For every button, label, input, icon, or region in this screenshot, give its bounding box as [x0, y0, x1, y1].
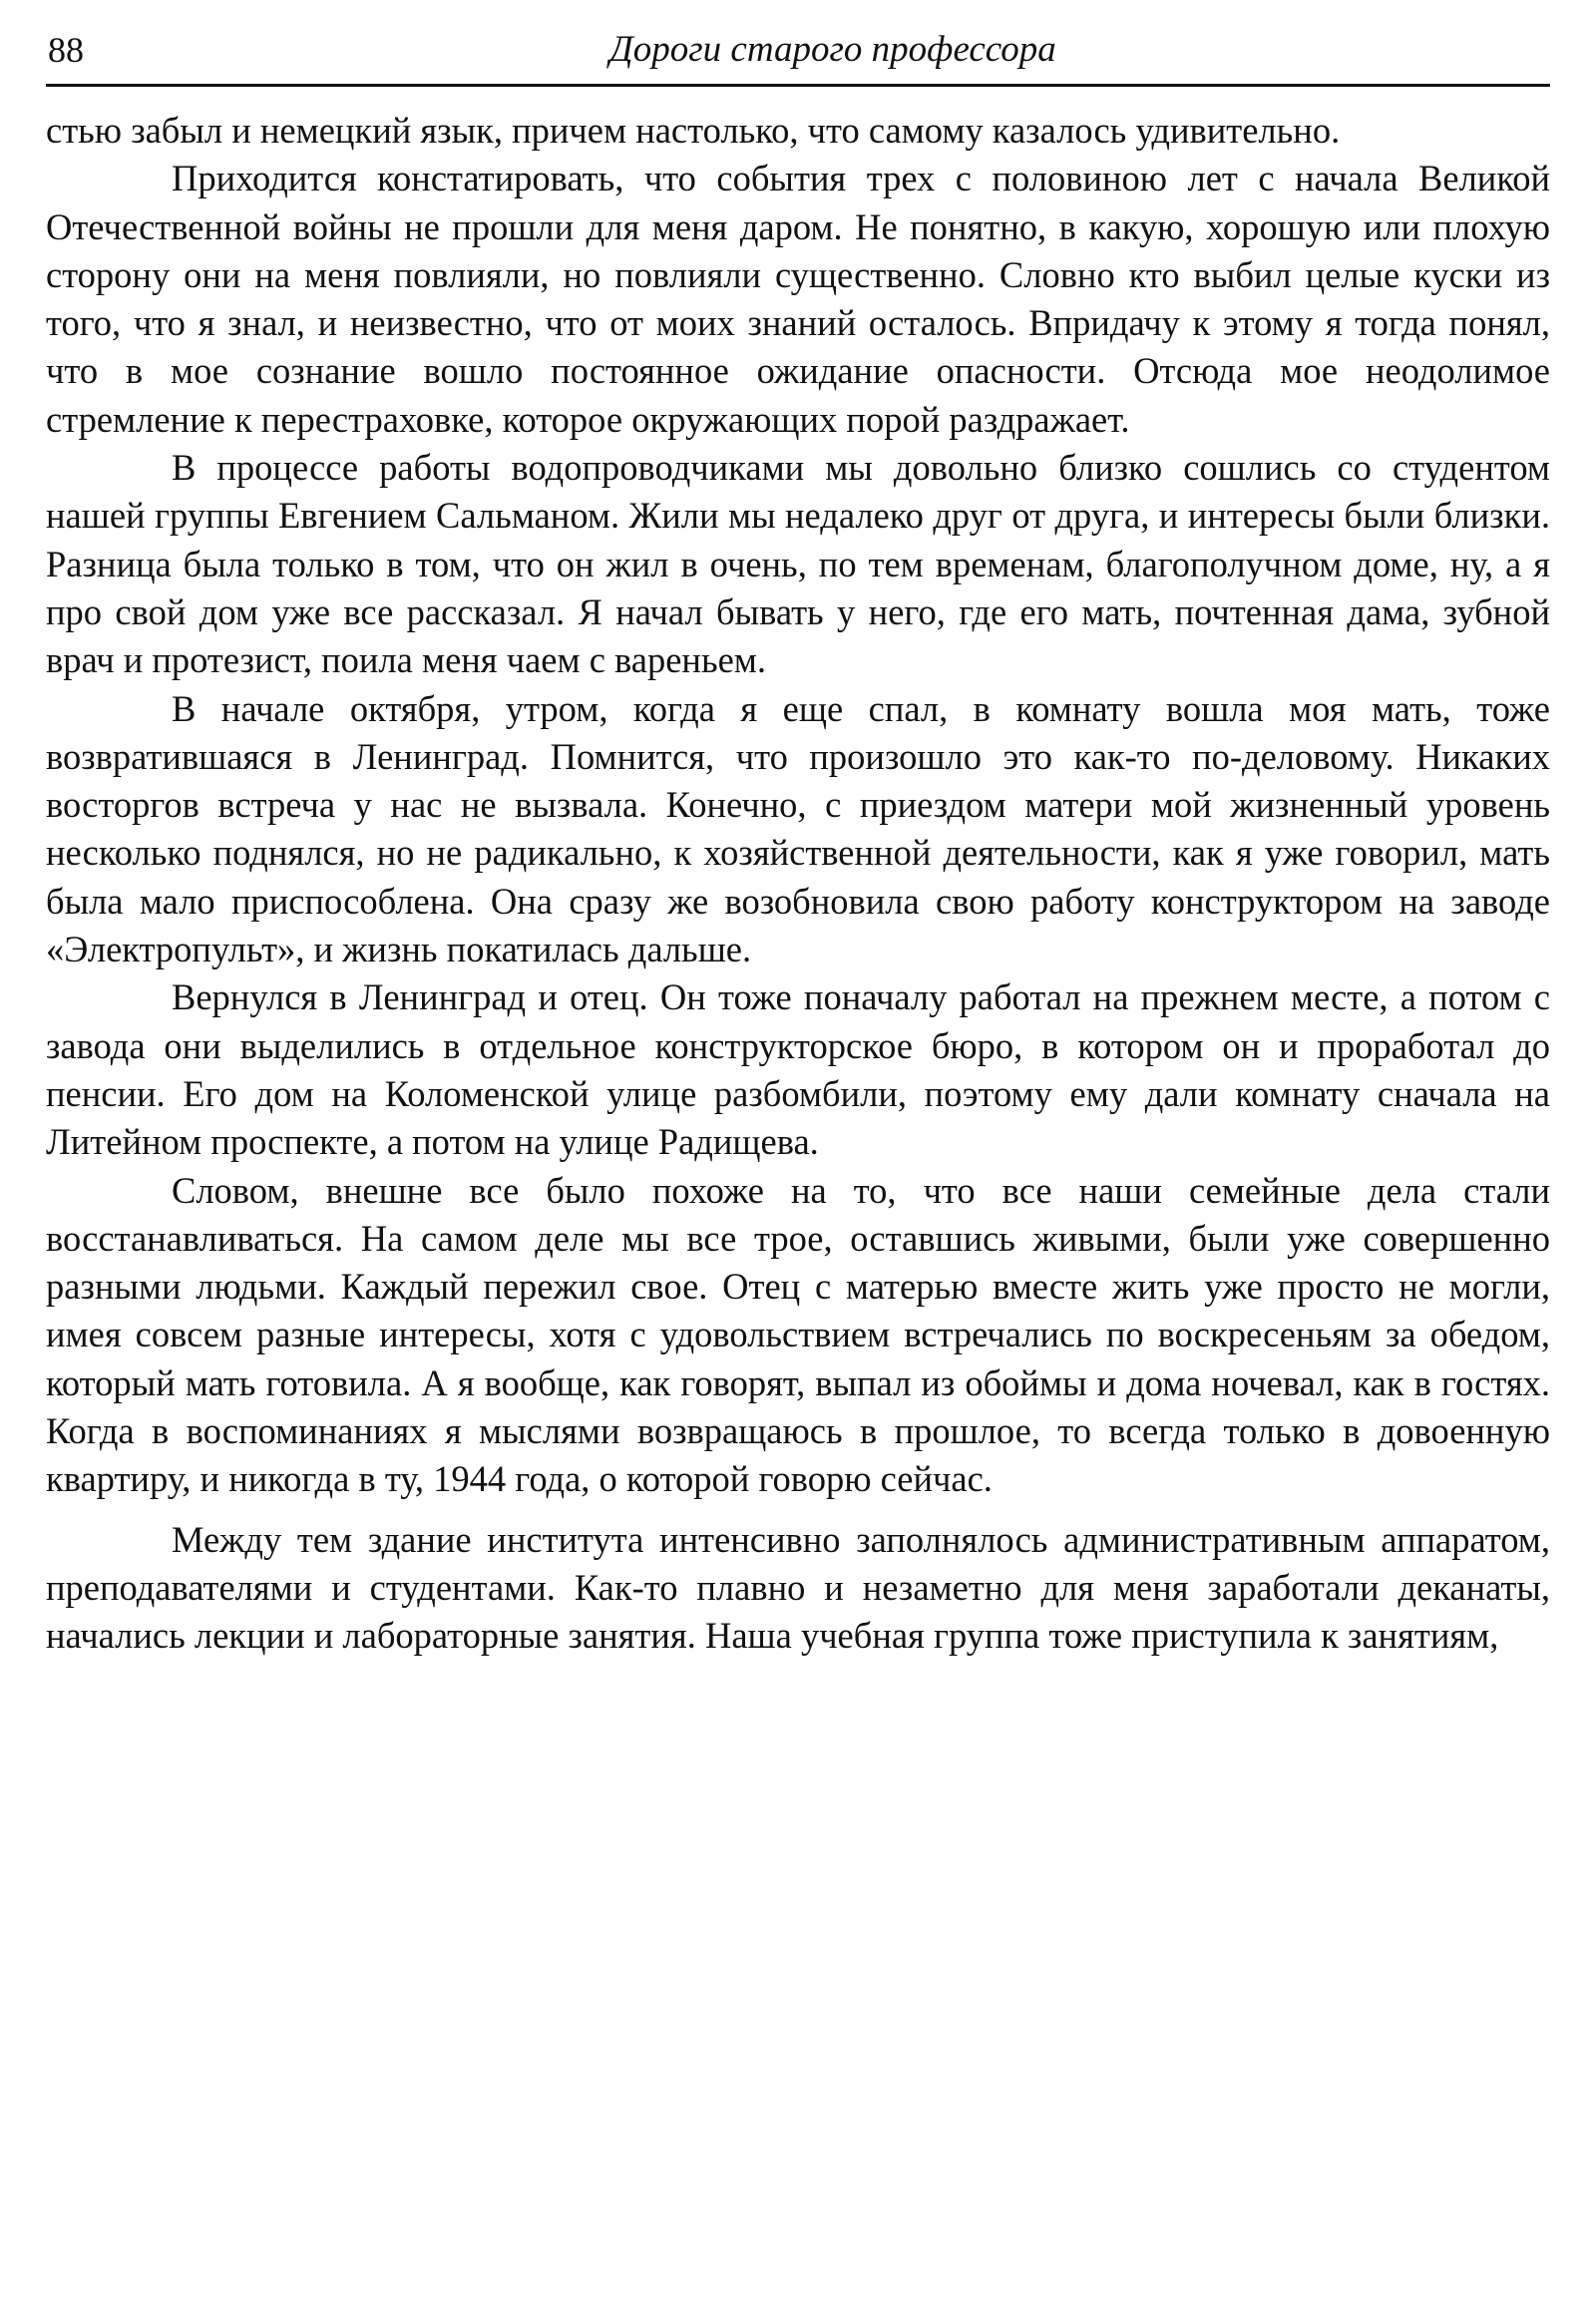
paragraph: Между тем здание института интенсивно заполнялось административным аппаратом, преподавателями и студентами. Как-то плавно и незаметно для меня заработали деканаты, начались лекции и лабораторные занятия. Наша учебная группа тоже приступила к занятиям, — [46, 1518, 1550, 1657]
paragraph: В процессе работы водопроводчиками мы довольно близко сошлись со студентом нашей группы Евгением Сальманом. Жили мы недалеко друг от друга, и интересы были близки. Разница была только в том, что он жил в очень, по тем временам, благополучном доме, ну, а я про свой дом уже все рассказал. Я начал бывать у него, где его мать, почтенная дама, зубной врач и протезист, поила меня чаем с вареньем. — [46, 447, 1550, 681]
body-text — [46, 107, 1550, 1661]
page-number: 88 — [48, 30, 84, 70]
book-page — [46, 26, 1550, 1661]
paragraph-continuation: стью забыл и немецкий язык, причем настолько, что самому казалось удивительно. — [46, 110, 1341, 151]
paragraph: Приходится констатировать, что события трех с половиною лет с начала Великой Отечественной войны не прошли для меня даром. Не понятно, в какую, хорошую или плохую сторону они на меня повлияли, но повлияли существенно. Словно кто выбил целые куски из того, что я знал, и неизвестно, что от моих знаний осталось. Впридачу к этому я тогда понял, что в мое сознание вошло постоянное ожидание опасности. Отсюда мое неодолимое стремление к перестраховке, которое окружающих порой раздражает. — [46, 158, 1550, 440]
paragraph: В начале октября, утром, когда я еще спал, в комнату вошла моя мать, тоже возвратившаяся в Ленинград. Помнится, что произошло это как-то по-деловому. Никаких восторгов встреча у нас не вызвала. Конечно, с приездом матери мой жизненный уровень несколько поднялся, но не радикально, к хозяйственной деятельности, как я уже говорил, мать была мало приспособлена. Она сразу же возобновила свою работу конструктором на заводе «Электропульт», и жизнь покатилась дальше. — [46, 687, 1550, 970]
paragraph: Вернулся в Ленинград и отец. Он тоже поначалу работал на прежнем месте, а потом с завода они выделились в отдельное конструкторское бюро, в котором он и проработал до пенсии. Его дом на Коломенской улице разбомбили, поэтому ему дали комнату сначала на Литейном проспекте, а потом на улице Радищева. — [46, 976, 1550, 1163]
page-header — [46, 26, 1550, 87]
paragraph: Словом, внешне все было похоже на то, что все наши семейные дела стали восстанавливаться. На самом деле мы все трое, оставшись живыми, были уже совершенно разными людьми. Каждый пережил свое. Отец с матерью вместе жить уже просто не могли, имея совсем разные интересы, хотя с удовольствием встречались по воскресеньям за обедом, который мать готовила. А я вообще, как говорят, выпал из обоймы и дома ночевал, как в гостях. Когда в воспоминаниях я мыслями возвращаюсь в прошлое, то всегда только в довоенную квартиру, и никогда в ту, 1944 года, о которой говорю сейчас. — [46, 1169, 1550, 1500]
running-title: Дороги старого профессора — [609, 29, 1056, 70]
